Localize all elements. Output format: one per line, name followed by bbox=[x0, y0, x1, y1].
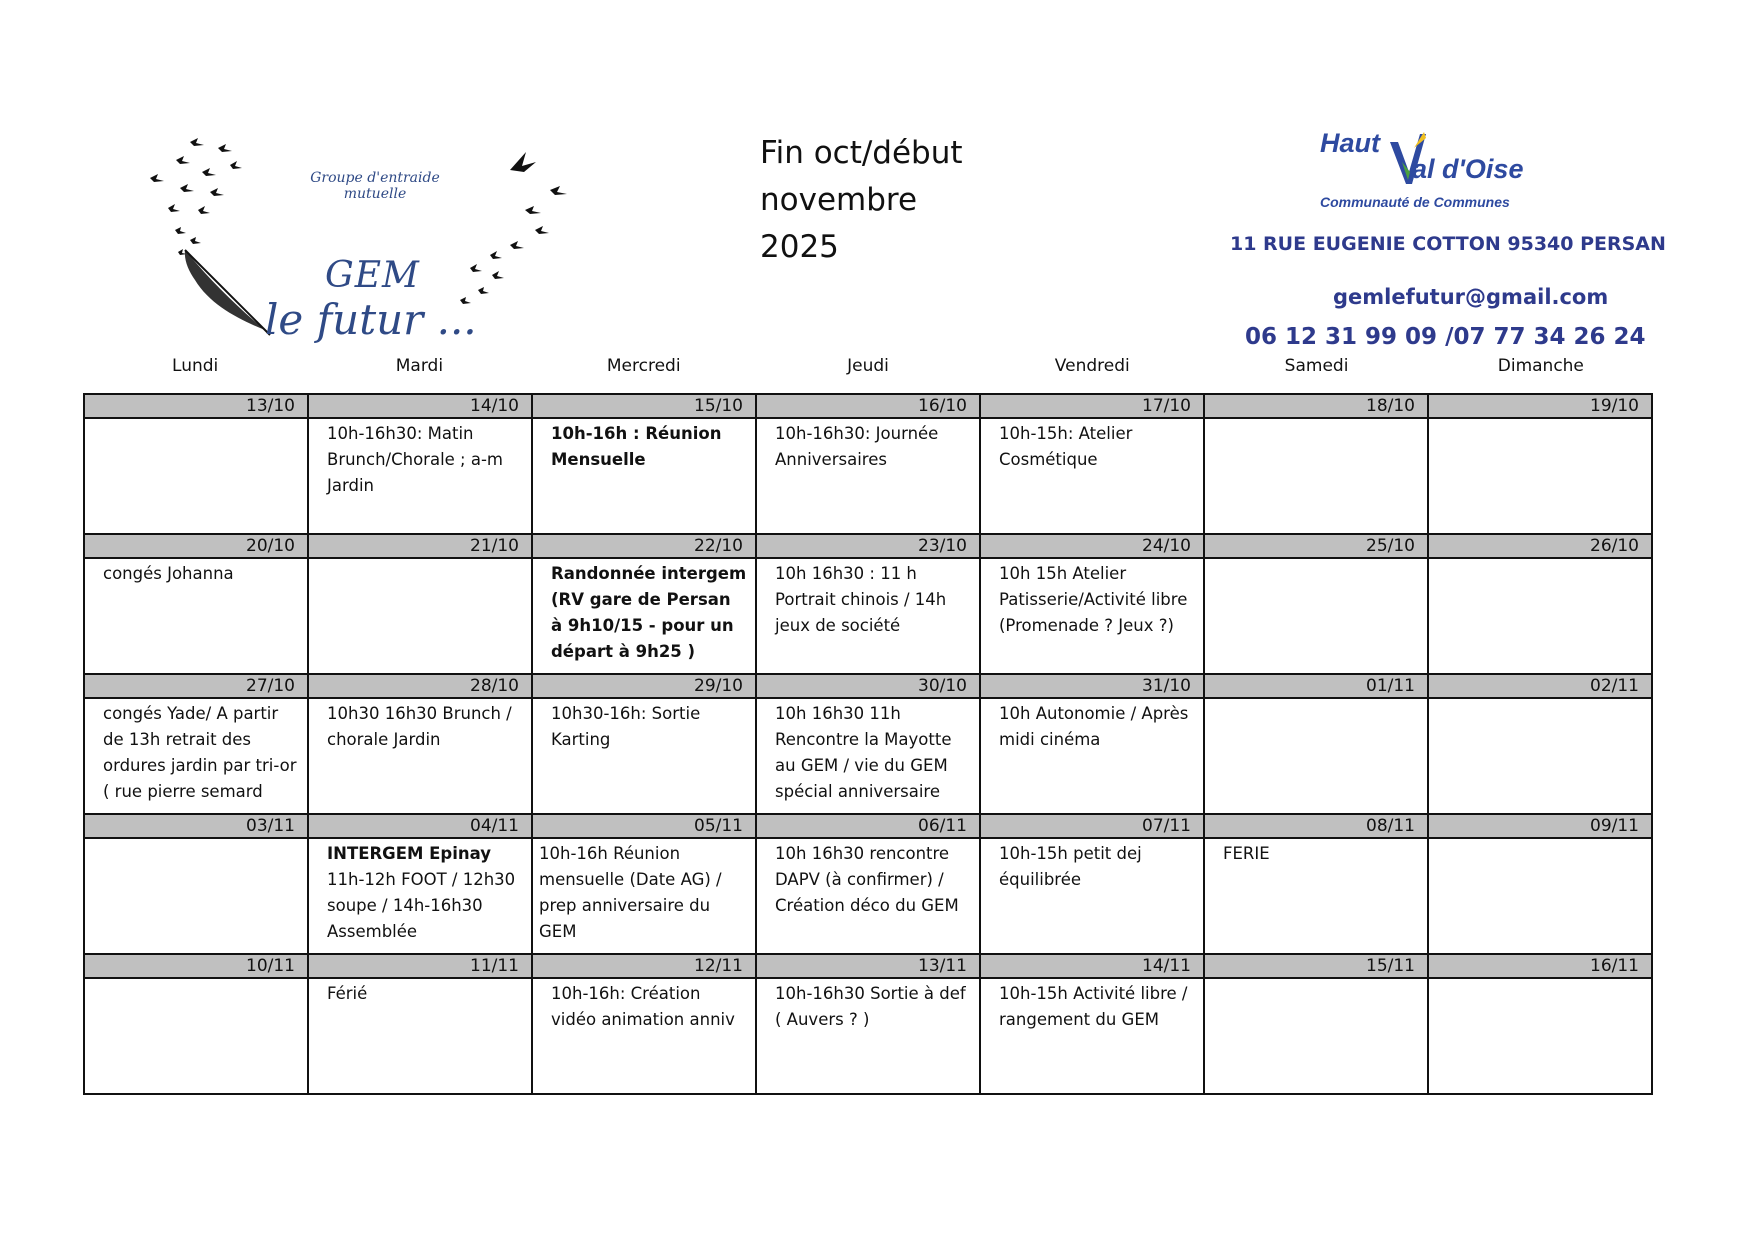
title-line-3: 2025 bbox=[760, 229, 839, 265]
cell-event bbox=[1429, 699, 1651, 701]
cell-date: 03/11 bbox=[85, 815, 307, 839]
cell-event: 10h 16h30 : 11 h Portrait chinois / 14h jeux de société bbox=[775, 564, 947, 635]
cell-event bbox=[1205, 979, 1427, 981]
cell-date: 15/11 bbox=[1205, 955, 1427, 979]
calendar-cell bbox=[533, 395, 757, 533]
cell-event bbox=[1205, 419, 1427, 421]
calendar-cell bbox=[757, 535, 981, 673]
cell-date: 04/11 bbox=[309, 815, 531, 839]
cell-date: 29/10 bbox=[533, 675, 755, 699]
calendar-cell bbox=[309, 395, 533, 533]
calendar-cell bbox=[981, 535, 1205, 673]
title-line-1: Fin oct/début bbox=[760, 135, 963, 171]
calendar-cell bbox=[309, 955, 533, 1093]
cell-event: 10h-16h Réunion mensuelle (Date AG) / prep anniversaire du GEM bbox=[539, 844, 722, 941]
cell-date: 05/11 bbox=[533, 815, 755, 839]
day-mardi: Mardi bbox=[395, 356, 444, 376]
cell-date: 07/11 bbox=[981, 815, 1203, 839]
cell-date: 15/10 bbox=[533, 395, 755, 419]
cell-date: 28/10 bbox=[309, 675, 531, 699]
calendar-cell bbox=[1429, 815, 1653, 953]
calendar-cell bbox=[1429, 675, 1653, 813]
cell-date: 11/11 bbox=[309, 955, 531, 979]
cell-event: 10h 16h30 rencontre DAPV (à confirmer) / Création déco du GEM bbox=[775, 844, 959, 915]
cell-event: 10h30-16h: Sortie Karting bbox=[551, 704, 701, 749]
cell-date: 14/10 bbox=[309, 395, 531, 419]
cell-event bbox=[309, 839, 531, 945]
cell-date: 18/10 bbox=[1205, 395, 1427, 419]
cell-date: 12/11 bbox=[533, 955, 755, 979]
calendar-cell bbox=[981, 955, 1205, 1093]
cell-date: 20/10 bbox=[85, 535, 307, 559]
calendar-cell bbox=[981, 395, 1205, 533]
partner-haut: Haut bbox=[1320, 128, 1380, 158]
calendar-cell bbox=[309, 815, 533, 953]
cell-date: 26/10 bbox=[1429, 535, 1651, 559]
calendar-cell bbox=[981, 675, 1205, 813]
partner-subtitle: Communauté de Communes bbox=[1320, 194, 1510, 210]
calendar-cell bbox=[757, 955, 981, 1093]
cell-event bbox=[309, 559, 531, 561]
calendar-cell bbox=[309, 535, 533, 673]
calendar-cell bbox=[1429, 535, 1653, 673]
event-body: 11h-12h FOOT / 12h30 soupe / 14h-16h30 Assemblée bbox=[327, 870, 516, 941]
calendar-cell bbox=[85, 395, 309, 533]
cell-date: 21/10 bbox=[309, 535, 531, 559]
event-prefix-bold: INTERGEM Epinay bbox=[327, 844, 492, 863]
cell-event: congés Yade/ A partir de 13h retrait des ordures jardin par tri-or ( rue pierre semard bbox=[103, 704, 297, 801]
cell-date: 19/10 bbox=[1429, 395, 1651, 419]
cell-date: 16/11 bbox=[1429, 955, 1651, 979]
cell-date: 22/10 bbox=[533, 535, 755, 559]
calendar-cell bbox=[757, 815, 981, 953]
title-line-2: novembre bbox=[760, 182, 918, 218]
phone[interactable]: 06 12 31 99 09 /07 77 34 26 24 bbox=[1245, 324, 1646, 350]
day-dimanche: Dimanche bbox=[1497, 356, 1584, 376]
logo-name-gem: GEM bbox=[325, 255, 420, 296]
cell-event: 10h-15h: Atelier Cosmétique bbox=[999, 424, 1133, 469]
cell-event: 10h-16h30 Sortie à def ( Auvers ? ) bbox=[775, 984, 966, 1029]
cell-event: 10h-15h Activité libre / rangement du GEM bbox=[999, 984, 1188, 1029]
cell-date: 10/11 bbox=[85, 955, 307, 979]
calendar-cell bbox=[757, 395, 981, 533]
calendar-week bbox=[85, 955, 1653, 1095]
cell-event bbox=[85, 419, 307, 421]
calendar-cell bbox=[757, 675, 981, 813]
cell-date: 13/10 bbox=[85, 395, 307, 419]
cell-event: 10h-15h petit dej équilibrée bbox=[999, 844, 1142, 889]
page-title bbox=[760, 130, 963, 271]
cell-event bbox=[1429, 839, 1651, 841]
calendar-cell bbox=[85, 955, 309, 1093]
logo-subtitle-line2: mutuelle bbox=[343, 186, 407, 202]
cell-date: 17/10 bbox=[981, 395, 1203, 419]
cell-date: 30/10 bbox=[757, 675, 979, 699]
cell-event bbox=[1429, 979, 1651, 981]
cell-event: Férié bbox=[327, 984, 368, 1003]
cell-event: Randonnée intergem (RV gare de Persan à 9h10/15 - pour un départ à 9h25 ) bbox=[551, 564, 747, 661]
cell-date: 02/11 bbox=[1429, 675, 1651, 699]
cell-date: 24/10 bbox=[981, 535, 1203, 559]
cell-event bbox=[85, 839, 307, 841]
email[interactable]: gemlefutur@gmail.com bbox=[1333, 285, 1609, 309]
calendar-cell bbox=[1205, 675, 1429, 813]
partner-val: al d'Oise bbox=[1412, 154, 1524, 184]
calendar-cell bbox=[1205, 955, 1429, 1093]
weekday-header bbox=[83, 356, 1653, 382]
calendar-cell bbox=[533, 535, 757, 673]
calendar-cell bbox=[1429, 955, 1653, 1093]
partner-logo bbox=[1320, 128, 1540, 208]
cell-date: 09/11 bbox=[1429, 815, 1651, 839]
day-lundi: Lundi bbox=[172, 356, 219, 376]
cell-event bbox=[1429, 559, 1651, 561]
calendar-cell bbox=[85, 815, 309, 953]
calendar-cell bbox=[1205, 815, 1429, 953]
calendar-cell bbox=[533, 955, 757, 1093]
cell-date: 25/10 bbox=[1205, 535, 1427, 559]
calendar-week bbox=[85, 395, 1653, 535]
cell-event bbox=[1205, 699, 1427, 701]
cell-date: 31/10 bbox=[981, 675, 1203, 699]
cell-date: 01/11 bbox=[1205, 675, 1427, 699]
calendar-cell bbox=[533, 675, 757, 813]
cell-date: 08/11 bbox=[1205, 815, 1427, 839]
day-mercredi: Mercredi bbox=[606, 356, 681, 376]
calendar-cell bbox=[1205, 535, 1429, 673]
cell-event: 10h 16h30 11h Rencontre la Mayotte au GEM / vie du GEM spécial anniversaire bbox=[775, 704, 952, 801]
calendar-week bbox=[85, 535, 1653, 675]
logo-name-futur: le futur ... bbox=[265, 295, 477, 344]
cell-event: 10h Autonomie / Après midi cinéma bbox=[999, 704, 1189, 749]
calendar-cell bbox=[981, 815, 1205, 953]
calendar-week bbox=[85, 675, 1653, 815]
logo-subtitle bbox=[290, 170, 460, 202]
cell-event: congés Johanna bbox=[103, 564, 234, 583]
calendar-cell bbox=[85, 675, 309, 813]
cell-event: 10h-16h : Réunion Mensuelle bbox=[551, 424, 722, 469]
cell-event bbox=[1429, 419, 1651, 421]
cell-event: 10h-16h: Création vidéo animation anniv bbox=[551, 984, 735, 1029]
calendar-grid bbox=[83, 393, 1653, 1095]
day-vendredi: Vendredi bbox=[1054, 356, 1130, 376]
cell-event bbox=[1205, 559, 1427, 561]
cell-date: 27/10 bbox=[85, 675, 307, 699]
calendar-cell bbox=[85, 535, 309, 673]
cell-date: 13/11 bbox=[757, 955, 979, 979]
cell-date: 14/11 bbox=[981, 955, 1203, 979]
cell-event: 10h30 16h30 Brunch / chorale Jardin bbox=[327, 704, 512, 749]
cell-date: 06/11 bbox=[757, 815, 979, 839]
day-samedi: Samedi bbox=[1284, 356, 1349, 376]
cell-event bbox=[85, 979, 307, 981]
calendar-cell bbox=[1205, 395, 1429, 533]
cell-event: 10h 15h Atelier Patisserie/Activité libre (Promenade ? Jeux ?) bbox=[999, 564, 1188, 635]
calendar-cell bbox=[533, 815, 757, 953]
calendar-week bbox=[85, 815, 1653, 955]
cell-event: 10h-16h30: Journée Anniversaires bbox=[775, 424, 939, 469]
calendar-cell bbox=[309, 675, 533, 813]
cell-date: 23/10 bbox=[757, 535, 979, 559]
cell-event: FERIE bbox=[1223, 844, 1270, 863]
logo-subtitle-line1: Groupe d'entraide bbox=[310, 170, 440, 186]
calendar-cell bbox=[1429, 395, 1653, 533]
day-jeudi: Jeudi bbox=[847, 356, 889, 376]
cell-event: 10h-16h30: Matin Brunch/Chorale ; a-m Jardin bbox=[327, 424, 503, 495]
cell-date: 16/10 bbox=[757, 395, 979, 419]
address: 11 RUE EUGENIE COTTON 95340 PERSAN bbox=[1230, 233, 1666, 255]
